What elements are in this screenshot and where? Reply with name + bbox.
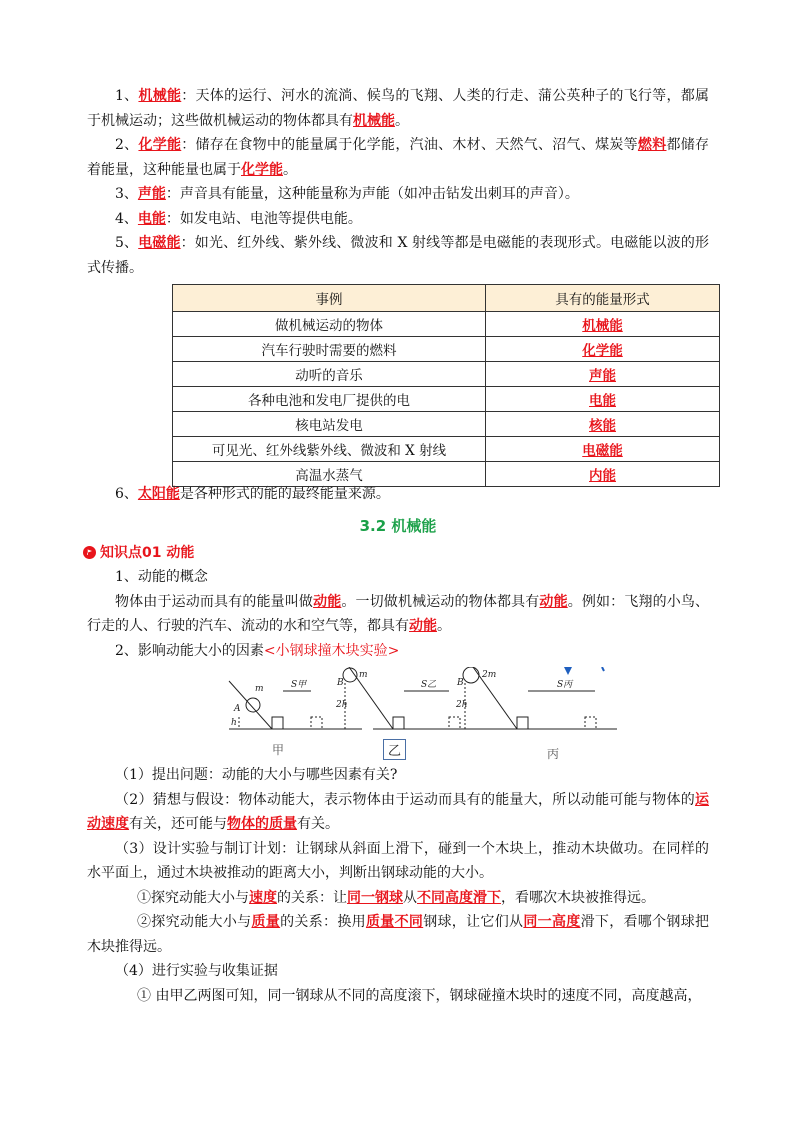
table-row: 汽车行驶时需要的燃料 化学能: [173, 337, 720, 362]
ramp-2: [349, 667, 393, 729]
ball-3: [463, 667, 479, 683]
label-b-3: B: [457, 678, 464, 688]
step-3: （3）设计实验与制订计划：让钢球从斜面上滑下，碰到一个木块上，推动木块做功。在同样的水平面上，通过木块被推动的距离大小，判断出钢球动能的大小。: [87, 840, 709, 881]
experiment-figure: [87, 667, 709, 763]
factors-heading: 2、影响动能大小的因素<小钢球撞木块实验>: [115, 642, 400, 659]
table-row: 可见光、红外线紫外线、微波和 X 射线 电磁能: [173, 437, 720, 462]
para-mechanical: 1、机械能：天体的运行、河水的流淌、候鸟的飞翔、人类的行走、蒲公英种子的飞行等，都属于机械运动；这些做机械运动的物体都具有机械能。: [87, 88, 709, 129]
figure-label-jia: 甲: [272, 743, 285, 757]
para-chemical: 2、化学能：储存在食物中的能量属于化学能，汽油、木材、天然气、沼气、煤炭等燃料都储存着能量，这种能量也属于化学能。: [87, 137, 710, 178]
document-page: [87, 84, 709, 1008]
marker-triangle: [563, 667, 573, 675]
flag-icon: [83, 546, 96, 559]
label-b-2: B: [337, 678, 344, 688]
para-solar: 6、太阳能是各种形式的能的最终能量来源。: [115, 486, 390, 502]
para-electric: 4、电能：如发电站、电池等提供电能。: [115, 210, 362, 227]
table-header-row: [173, 285, 720, 312]
table-row: 做机械运动的物体 机械能: [173, 312, 720, 337]
concept-para: 物体由于运动而具有的能量叫做动能。一切做机械运动的物体都具有动能。例如：飞翔的小鸟、行走的人、行驶的汽车、流动的水和空气等，都具有动能。: [87, 593, 710, 634]
term-electromagnetic: 电磁能: [138, 235, 181, 251]
label-h-1: h: [231, 718, 237, 728]
label-m-1: m: [255, 684, 264, 694]
term-sound: 声能: [137, 186, 166, 202]
term-electric: 电能: [137, 210, 166, 227]
figure-label-yi: 乙: [383, 739, 406, 760]
knowledge-point-header: 知识点01 动能: [83, 541, 709, 566]
block-moved-3: [585, 717, 596, 729]
table-row: 动听的音乐 声能: [173, 362, 720, 387]
section-title: 3.2 机械能: [359, 516, 437, 535]
step-3-item-1: ①探究动能大小与速度的关系：让同一钢球从不同高度滑下，看哪次木块被推得远。: [137, 889, 655, 906]
block-moved-1: [311, 717, 322, 729]
step-1: （1）提出问题：动能的大小与哪些因素有关?: [115, 767, 398, 783]
term-chemical: 化学能: [138, 137, 182, 153]
figure-label-bing: 丙: [547, 747, 560, 761]
label-m-2: m: [359, 670, 368, 680]
term-solar: 太阳能: [137, 486, 180, 502]
table-row: 核电站发电 核能: [173, 412, 720, 437]
label-a-1: A: [234, 704, 241, 714]
term-mechanical: 机械能: [138, 88, 182, 104]
marker-tick: [602, 667, 604, 671]
step-4: （4）进行实验与收集证据: [115, 963, 278, 979]
para-electromagnetic: 5、电磁能：如光、红外线、紫外线、微波和 X 射线等都是电磁能的表现形式。电磁能以波的形式传播。: [87, 235, 709, 276]
label-s1: S甲: [291, 680, 307, 690]
concept-heading: 1、动能的概念: [115, 569, 208, 585]
experiment-link[interactable]: <小钢球撞木块实验>: [263, 642, 400, 659]
para-sound: 3、声能：声音具有能量，这种能量称为声能（如冲击钻发出刺耳的声音）。: [115, 186, 579, 202]
step-3-item-2: ②探究动能大小与质量的关系：换用质量不同钢球，让它们从同一高度滑下，看哪个钢球把木块推得远。: [87, 914, 710, 955]
ball-1: [246, 698, 260, 712]
step-4-item-1: ① 由甲乙两图可知，同一钢球从不同的高度滚下，钢球碰撞木块时的速度不同，高度越高，: [137, 987, 702, 1004]
block-moved-2: [449, 717, 460, 729]
label-2h-3: 2h: [456, 700, 468, 710]
table-header-example: 事例: [173, 285, 486, 312]
table-row: 高温水蒸气 内能: [173, 462, 720, 487]
label-2h-2: 2h: [336, 700, 348, 710]
block-1: [272, 717, 283, 729]
table-row: 各种电池和发电厂提供的电 电能: [173, 387, 720, 412]
label-2m-3: 2m: [482, 670, 497, 680]
step-2: （2）猜想与假设：物体动能大，表示物体由于运动而具有的能量大，所以动能可能与物体的运动速度有关，还可能与物体的质量有关。: [87, 791, 709, 832]
energy-table: [172, 284, 720, 487]
label-s3: S丙: [557, 680, 573, 690]
table-header-energy: 具有的能量形式: [486, 285, 720, 312]
block-2: [393, 717, 404, 729]
block-3: [517, 717, 528, 729]
label-s2: S乙: [421, 680, 437, 690]
